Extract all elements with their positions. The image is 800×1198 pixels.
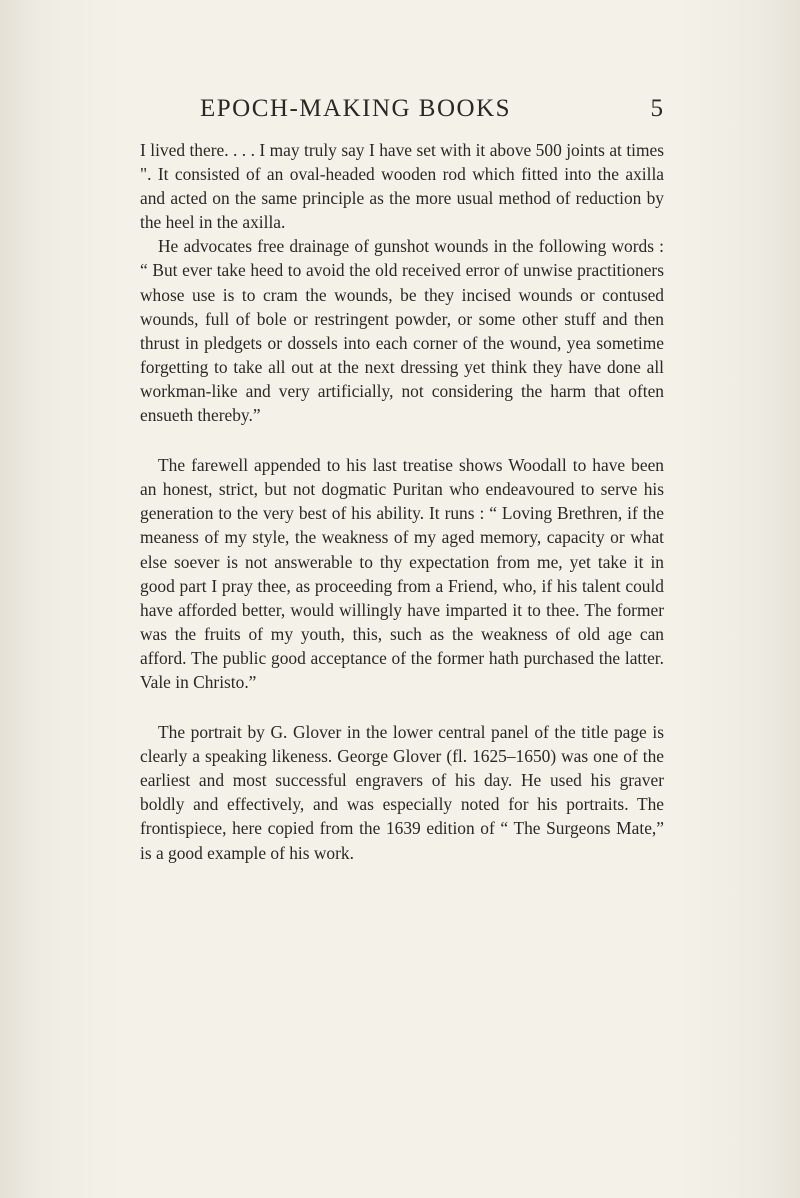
page-header — [140, 95, 663, 129]
paragraph-drainage: He advocates free drainage of gunshot wounds in the following words : “ But ever take heed to avoid the old received error of unwise practitioners whose use is to cram the wounds, be they incised wounds or contused wounds, full of bole or restringent powder, or some other stuff and then thrust in pledgets or dossels into each corner of the wound, yea sometime forgetting to take all out at the next dressing yet think they have done all workman-like and very artificially, not considering the harm that often ensueth thereby.” — [140, 236, 664, 426]
page-number: 5 — [650, 95, 663, 122]
running-head: EPOCH-MAKING BOOKS — [200, 95, 512, 122]
paragraph-portrait: The portrait by G. Glover in the lower central panel of the title page is clearly a speaking likeness. George Glover (fl. 1625–1650) was one of the earliest and most successful engravers of his day. He used his graver boldly and effectively, and was especially noted for his portraits. The frontispiece, here copied from the 1639 edition of “ The Surgeons Mate,” is a good example of his work. — [140, 722, 664, 863]
paragraph-farewell: The farewell appended to his last treatise shows Woodall to have been an honest, strict, but not dogmatic Puritan who endeavoured to serve his generation to the very best of his ability. It runs : “ Loving Brethren, if the meaness of my style, the weakness of my aged memory, capacity or what else soever is not answerable to thy expectation from me, yet take it in good part I pray thee, as proceeding from a Friend, who, if his talent could have afforded better, would willingly have imparted it to thee. The former was the fruits of my youth, this, such as the weakness of old age can afford. The public good acceptance of the former hath purchased the latter. Vale in Christo.” — [140, 455, 664, 692]
paragraph-continued: I lived there. . . . I may truly say I have set with it above 500 joints at times ". It consisted of an oval-headed wooden rod which fitted into the axilla and acted on the same principle as the more usual method of reduction by the heel in the axilla. — [140, 140, 664, 233]
body-text — [140, 138, 664, 865]
